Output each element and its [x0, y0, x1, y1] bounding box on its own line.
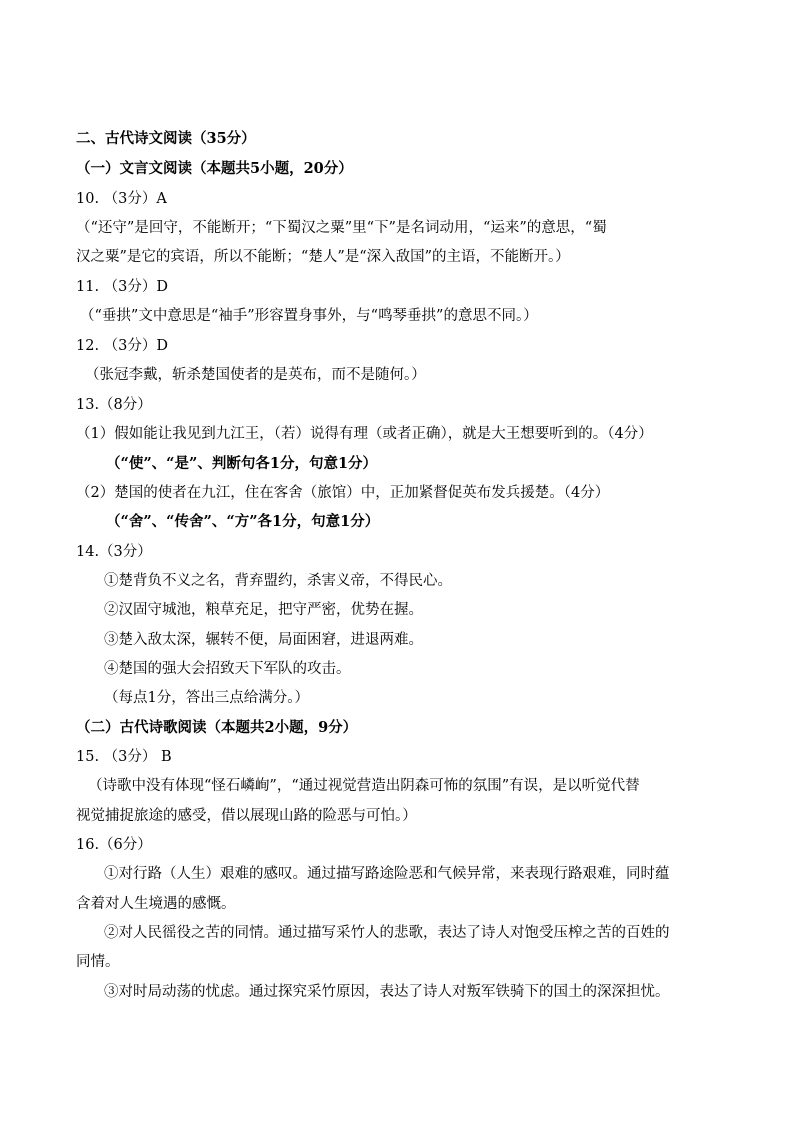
question-10-answer: 10. （3分）A [76, 191, 167, 207]
question-13-part-2: （2）楚国的使者在九江，住在客舍（旅馆）中，正加紧督促英布发兵援楚。（4分） [76, 485, 610, 501]
question-15-explanation-line-2: 视觉捕捉旅途的感受，借以展现山路的险恶与可怕。） [76, 808, 417, 824]
question-14-scoring: （每点1分，答出三点给满分。） [104, 690, 309, 706]
question-11-answer: 11. （3分）D [76, 279, 169, 295]
subsection-heading: （一）文言文阅读（本题共5小题，20分） [76, 160, 353, 177]
question-16-point-1-line-2: 含着对人生境遇的感慨。 [76, 896, 236, 912]
question-16-point-2-line-2: 同情。 [76, 954, 120, 970]
question-15-answer: 15. （3分） B [76, 749, 172, 765]
question-14-point-4: ④楚国的强大会招致天下军队的攻击。 [104, 661, 351, 677]
question-16-header: 16.（6分） [76, 837, 152, 853]
question-12-answer: 12. （3分）D [76, 338, 169, 354]
question-13-part-1: （1）假如能让我见到九江王，（若）说得有理（或者正确），就是大王想要听到的。（4分） [76, 426, 653, 442]
question-11-explanation: （“垂拱”文中意思是“袖手”形容置身事外，与“鸣琴垂拱”的意思不同。） [80, 308, 538, 324]
question-14-point-2: ②汉固守城池，粮草充足，把守严密，优势在握。 [104, 602, 423, 618]
question-13-header: 13.（8分） [76, 397, 152, 413]
question-16-point-2-line-1: ②对人民徭役之苦的同情。通过描写采竹人的悲歌，表达了诗人对饱受压榨之苦的百姓的 [104, 925, 670, 941]
section-heading: 二、古代诗文阅读（35分） [76, 130, 256, 147]
question-10-explanation-line-1: （“还守”是回守，不能断开；“下蜀汉之粟”里“下”是名词动用，“运来”的意思，“蜀 [76, 220, 607, 236]
question-13-part-1-scoring: （“使”、“是”、判断句各1分，句意1分） [106, 455, 378, 472]
question-14-header: 14.（3分） [76, 544, 152, 560]
question-16-point-1-line-1: ①对行路（人生）艰难的感叹。通过描写路途险恶和气候异常，来表现行路艰难，同时蕴 [104, 866, 670, 882]
question-15-explanation-line-1: （诗歌中没有体现“怪石嶙峋”，“通过视觉营造出阴森可怖的氛围”有误，是以听觉代替 [88, 778, 640, 794]
question-12-explanation: （张冠李戴，斩杀楚国使者的是英布，而不是随何。） [85, 367, 426, 383]
subsection-heading-poetry: （二）古代诗歌阅读（本题共2小题，9分） [76, 719, 358, 736]
question-10-explanation-line-2: 汉之粟”是它的宾语，所以不能断；“楚人”是“深入敌国”的主语，不能断开。） [76, 249, 570, 265]
question-14-point-1: ①楚背负不义之名，背弃盟约，杀害义帝，不得民心。 [104, 573, 452, 589]
question-16-point-3: ③对时局动荡的忧虑。通过探究采竹原因，表达了诗人对叛军铁骑下的国土的深深担忧。 [104, 984, 670, 1000]
question-14-point-3: ③楚入敌太深，辗转不便，局面困窘，进退两难。 [104, 632, 423, 648]
question-13-part-2-scoring: （“舍”、“传舍”、“方”各1分，句意1分） [106, 513, 380, 530]
